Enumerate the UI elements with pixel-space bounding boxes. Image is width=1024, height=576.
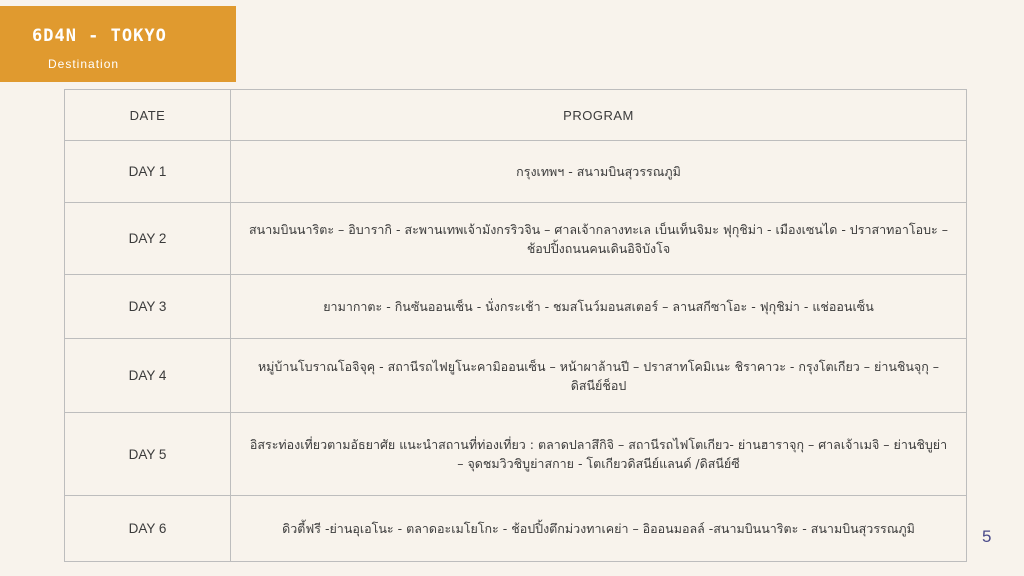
trip-subtitle: Destination bbox=[48, 57, 120, 71]
day-cell: DAY 3 bbox=[65, 275, 231, 339]
program-cell: อิสระท่องเที่ยวตามอัธยาศัย แนะนำสถานที่ท่องเที่ยว : ตลาดปลาสึกิจิ – สถานีรถไฟโตเกียว- ย่านฮาราจุกุ – ศาลเจ้าเมจิ – ย่านชิบูย่า – จุดชมวิวชิบูย่าสกาย - โตเกียวดิสนีย์แลนด์ /ดิสนีย์ซี bbox=[231, 413, 967, 496]
program-cell: หมู่บ้านโบราณโอจิจุคุ - สถานีรถไฟยูโนะคามิออนเซ็น – หน้าผาล้านปี – ปราสาทโคมิเนะ ชิราคาวะ - กรุงโตเกียว – ย่านชินจุกุ – ดิสนีย์ช็อป bbox=[231, 339, 967, 413]
table-row bbox=[65, 339, 967, 413]
table-row bbox=[65, 413, 967, 496]
day-cell: DAY 6 bbox=[65, 496, 231, 562]
table-row bbox=[65, 275, 967, 339]
program-column-header: PROGRAM bbox=[231, 90, 967, 141]
date-column-header: DATE bbox=[65, 90, 231, 141]
day-cell: DAY 2 bbox=[65, 203, 231, 275]
page-number: 5 bbox=[982, 527, 992, 546]
day-cell: DAY 1 bbox=[65, 141, 231, 203]
program-cell: ยามากาตะ - กินซันออนเซ็น - นั่งกระเช้า - ชมสโนว์มอนสเตอร์ – ลานสกีซาโอะ - ฟุกุชิม่า - แช่ออนเซ็น bbox=[231, 275, 967, 339]
table-row bbox=[65, 203, 967, 275]
program-cell: ดิวตี้ฟรี -ย่านอุเอโนะ - ตลาดอะเมโยโกะ - ช้อปปิ้งตึกม่วงทาเคย่า – อิออนมอลล์ -สนามบินนาริตะ - สนามบินสุวรรณภูมิ bbox=[231, 496, 967, 562]
day-cell: DAY 5 bbox=[65, 413, 231, 496]
itinerary-table bbox=[64, 89, 967, 562]
table-header-row bbox=[65, 90, 967, 141]
title-banner bbox=[0, 6, 236, 82]
program-cell: กรุงเทพฯ - สนามบินสุวรรณภูมิ bbox=[231, 141, 967, 203]
table-row bbox=[65, 141, 967, 203]
day-cell: DAY 4 bbox=[65, 339, 231, 413]
trip-title: 6D4N - TOKYO bbox=[32, 26, 167, 46]
program-cell: สนามบินนาริตะ – อิบารากิ - สะพานเทพเจ้ามังกรริวจิน – ศาลเจ้ากลางทะเล เบ็นเท็นจิมะ ฟุกุชิม่า - เมืองเซนได - ปราสาทอาโอบะ – ช้อปปิ้งถนนคนเดินอิจิบังโจ bbox=[231, 203, 967, 275]
table-row bbox=[65, 496, 967, 562]
